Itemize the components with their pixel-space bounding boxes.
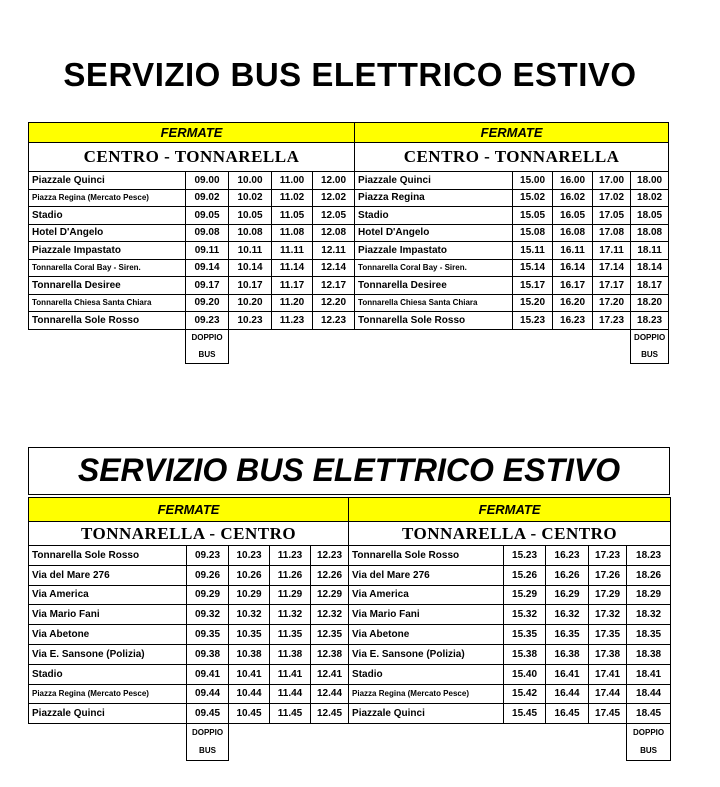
departure-time: 15.38 bbox=[504, 644, 546, 664]
stop-name: Piazza Regina (Mercato Pesce) bbox=[349, 684, 504, 704]
departure-time: 09.05 bbox=[186, 207, 229, 225]
departure-time: 17.08 bbox=[593, 224, 631, 242]
stop-name: Tonnarella Coral Bay - Siren. bbox=[355, 259, 513, 277]
table-row bbox=[29, 546, 671, 566]
stop-name: Piazzale Quinci bbox=[29, 704, 187, 724]
departure-time: 10.38 bbox=[229, 644, 270, 664]
departure-time: 09.23 bbox=[187, 546, 229, 566]
departure-time: 15.45 bbox=[504, 704, 546, 724]
departure-time: 17.00 bbox=[593, 172, 631, 190]
departure-time: 17.38 bbox=[589, 644, 627, 664]
departure-time: 10.23 bbox=[229, 546, 270, 566]
departure-time: 18.08 bbox=[631, 224, 669, 242]
departure-time: 15.11 bbox=[513, 242, 553, 260]
stop-name: Piazza Regina bbox=[355, 189, 513, 207]
doppio-bus-right-line2: BUS bbox=[631, 346, 669, 363]
departure-time: 12.08 bbox=[313, 224, 355, 242]
departure-time: 10.17 bbox=[229, 277, 272, 295]
departure-time: 15.29 bbox=[504, 585, 546, 605]
departure-time: 10.45 bbox=[229, 704, 270, 724]
departure-time: 17.23 bbox=[593, 312, 631, 330]
departure-time: 16.41 bbox=[546, 664, 589, 684]
doppio-bus-right-line1: DOPPIO bbox=[631, 329, 669, 346]
departure-time: 17.26 bbox=[589, 565, 627, 585]
departure-time: 16.00 bbox=[553, 172, 593, 190]
departure-time: 11.02 bbox=[272, 189, 313, 207]
departure-time: 17.17 bbox=[593, 277, 631, 295]
departure-time: 11.26 bbox=[270, 565, 311, 585]
departure-time: 18.11 bbox=[631, 242, 669, 260]
stop-name: Tonnarella Desiree bbox=[355, 277, 513, 295]
departure-time: 09.23 bbox=[186, 312, 229, 330]
timetable-centro-tonnarella bbox=[28, 122, 669, 364]
departure-time: 18.35 bbox=[627, 625, 671, 645]
direction-label-right: CENTRO - TONNARELLA bbox=[355, 143, 669, 172]
table-row bbox=[29, 605, 671, 625]
departure-time: 09.02 bbox=[186, 189, 229, 207]
departure-time: 10.26 bbox=[229, 565, 270, 585]
departure-time: 16.02 bbox=[553, 189, 593, 207]
departure-time: 17.20 bbox=[593, 294, 631, 312]
departure-time: 10.02 bbox=[229, 189, 272, 207]
departure-time: 12.35 bbox=[311, 625, 349, 645]
doppio-bus-left-line2: BUS bbox=[186, 346, 229, 363]
departure-time: 10.35 bbox=[229, 625, 270, 645]
departure-time: 18.45 bbox=[627, 704, 671, 724]
doppio-bus-left-line1: DOPPIO bbox=[186, 329, 229, 346]
stop-name: Via Mario Fani bbox=[349, 605, 504, 625]
stop-name: Tonnarella Chiesa Santa Chiara bbox=[355, 294, 513, 312]
direction-label-left: TONNARELLA - CENTRO bbox=[29, 522, 349, 546]
departure-time: 12.32 bbox=[311, 605, 349, 625]
departure-time: 18.23 bbox=[627, 546, 671, 566]
departure-time: 15.40 bbox=[504, 664, 546, 684]
departure-time: 17.02 bbox=[593, 189, 631, 207]
departure-time: 10.00 bbox=[229, 172, 272, 190]
departure-time: 15.32 bbox=[504, 605, 546, 625]
stop-name: Via Mario Fani bbox=[29, 605, 187, 625]
table-row bbox=[29, 644, 671, 664]
departure-time: 09.08 bbox=[186, 224, 229, 242]
departure-time: 12.45 bbox=[311, 704, 349, 724]
departure-time: 17.44 bbox=[589, 684, 627, 704]
departure-time: 15.00 bbox=[513, 172, 553, 190]
departure-time: 15.08 bbox=[513, 224, 553, 242]
header-fermate-left: FERMATE bbox=[29, 123, 355, 143]
departure-time: 10.41 bbox=[229, 664, 270, 684]
departure-time: 11.45 bbox=[270, 704, 311, 724]
departure-time: 12.05 bbox=[313, 207, 355, 225]
departure-time: 12.41 bbox=[311, 664, 349, 684]
departure-time: 16.08 bbox=[553, 224, 593, 242]
departure-time: 10.14 bbox=[229, 259, 272, 277]
departure-time: 17.23 bbox=[589, 546, 627, 566]
departure-time: 18.26 bbox=[627, 565, 671, 585]
departure-time: 12.11 bbox=[313, 242, 355, 260]
stop-name: Stadio bbox=[29, 207, 186, 225]
departure-time: 11.29 bbox=[270, 585, 311, 605]
stop-name: Tonnarella Desiree bbox=[29, 277, 186, 295]
departure-time: 17.11 bbox=[593, 242, 631, 260]
departure-time: 09.14 bbox=[186, 259, 229, 277]
departure-time: 15.26 bbox=[504, 565, 546, 585]
departure-time: 16.17 bbox=[553, 277, 593, 295]
departure-time: 09.17 bbox=[186, 277, 229, 295]
table-row bbox=[29, 189, 669, 207]
departure-time: 11.35 bbox=[270, 625, 311, 645]
departure-time: 10.08 bbox=[229, 224, 272, 242]
departure-time: 17.41 bbox=[589, 664, 627, 684]
departure-time: 16.23 bbox=[553, 312, 593, 330]
departure-time: 16.05 bbox=[553, 207, 593, 225]
stop-name: Hotel D'Angelo bbox=[355, 224, 513, 242]
doppio-bus-left-line2: BUS bbox=[187, 742, 229, 761]
table-row bbox=[29, 224, 669, 242]
departure-time: 15.23 bbox=[513, 312, 553, 330]
departure-time: 16.38 bbox=[546, 644, 589, 664]
table-row bbox=[29, 704, 671, 724]
stop-name: Hotel D'Angelo bbox=[29, 224, 186, 242]
stop-name: Via E. Sansone (Polizia) bbox=[349, 644, 504, 664]
stop-name: Piazzale Quinci bbox=[355, 172, 513, 190]
doppio-bus-right-line1: DOPPIO bbox=[627, 724, 671, 742]
departure-time: 18.23 bbox=[631, 312, 669, 330]
departure-time: 18.38 bbox=[627, 644, 671, 664]
stop-name: Via del Mare 276 bbox=[29, 565, 187, 585]
departure-time: 12.29 bbox=[311, 585, 349, 605]
departure-time: 09.26 bbox=[187, 565, 229, 585]
departure-time: 18.32 bbox=[627, 605, 671, 625]
departure-time: 15.17 bbox=[513, 277, 553, 295]
departure-time: 11.05 bbox=[272, 207, 313, 225]
doppio-bus-left-line1: DOPPIO bbox=[187, 724, 229, 742]
departure-time: 09.20 bbox=[186, 294, 229, 312]
stop-name: Tonnarella Sole Rosso bbox=[29, 312, 186, 330]
stop-name: Via America bbox=[349, 585, 504, 605]
table-row bbox=[29, 625, 671, 645]
departure-time: 15.42 bbox=[504, 684, 546, 704]
departure-time: 16.20 bbox=[553, 294, 593, 312]
table-row bbox=[29, 207, 669, 225]
departure-time: 12.14 bbox=[313, 259, 355, 277]
stop-name: Via E. Sansone (Polizia) bbox=[29, 644, 187, 664]
departure-time: 09.45 bbox=[187, 704, 229, 724]
stop-name: Piazza Regina (Mercato Pesce) bbox=[29, 189, 186, 207]
departure-time: 12.02 bbox=[313, 189, 355, 207]
departure-time: 17.14 bbox=[593, 259, 631, 277]
page-title-bottom: SERVIZIO BUS ELETTRICO ESTIVO bbox=[77, 452, 621, 488]
departure-time: 09.41 bbox=[187, 664, 229, 684]
departure-time: 11.44 bbox=[270, 684, 311, 704]
departure-time: 11.23 bbox=[272, 312, 313, 330]
departure-time: 12.23 bbox=[313, 312, 355, 330]
table-row bbox=[29, 565, 671, 585]
departure-time: 18.14 bbox=[631, 259, 669, 277]
departure-time: 18.02 bbox=[631, 189, 669, 207]
table-row bbox=[29, 172, 669, 190]
timetable-tonnarella-centro bbox=[28, 497, 671, 761]
departure-time: 16.44 bbox=[546, 684, 589, 704]
stop-name: Via Abetone bbox=[349, 625, 504, 645]
direction-label-left: CENTRO - TONNARELLA bbox=[29, 143, 355, 172]
departure-time: 11.17 bbox=[272, 277, 313, 295]
departure-time: 18.44 bbox=[627, 684, 671, 704]
stop-name: Tonnarella Coral Bay - Siren. bbox=[29, 259, 186, 277]
header-fermate-right: FERMATE bbox=[355, 123, 669, 143]
departure-time: 18.00 bbox=[631, 172, 669, 190]
table-row bbox=[29, 664, 671, 684]
table-row bbox=[29, 312, 669, 330]
departure-time: 11.00 bbox=[272, 172, 313, 190]
departure-time: 16.35 bbox=[546, 625, 589, 645]
departure-time: 15.35 bbox=[504, 625, 546, 645]
departure-time: 16.29 bbox=[546, 585, 589, 605]
departure-time: 09.00 bbox=[186, 172, 229, 190]
stop-name: Piazzale Quinci bbox=[349, 704, 504, 724]
table-row bbox=[29, 294, 669, 312]
departure-time: 09.44 bbox=[187, 684, 229, 704]
departure-time: 18.20 bbox=[631, 294, 669, 312]
departure-time: 09.29 bbox=[187, 585, 229, 605]
departure-time: 10.05 bbox=[229, 207, 272, 225]
stop-name: Via del Mare 276 bbox=[349, 565, 504, 585]
departure-time: 18.17 bbox=[631, 277, 669, 295]
departure-time: 10.44 bbox=[229, 684, 270, 704]
stop-name: Piazzale Impastato bbox=[29, 242, 186, 260]
table-row bbox=[29, 259, 669, 277]
departure-time: 18.41 bbox=[627, 664, 671, 684]
departure-time: 15.05 bbox=[513, 207, 553, 225]
departure-time: 17.29 bbox=[589, 585, 627, 605]
departure-time: 12.17 bbox=[313, 277, 355, 295]
departure-time: 11.08 bbox=[272, 224, 313, 242]
header-fermate-left: FERMATE bbox=[29, 498, 349, 522]
departure-time: 10.32 bbox=[229, 605, 270, 625]
departure-time: 11.38 bbox=[270, 644, 311, 664]
direction-label-right: TONNARELLA - CENTRO bbox=[349, 522, 671, 546]
stop-name: Stadio bbox=[349, 664, 504, 684]
stop-name: Tonnarella Sole Rosso bbox=[349, 546, 504, 566]
departure-time: 10.20 bbox=[229, 294, 272, 312]
departure-time: 15.23 bbox=[504, 546, 546, 566]
stop-name: Tonnarella Chiesa Santa Chiara bbox=[29, 294, 186, 312]
departure-time: 17.32 bbox=[589, 605, 627, 625]
table-row bbox=[29, 585, 671, 605]
departure-time: 11.11 bbox=[272, 242, 313, 260]
header-fermate-right: FERMATE bbox=[349, 498, 671, 522]
departure-time: 17.35 bbox=[589, 625, 627, 645]
departure-time: 09.38 bbox=[187, 644, 229, 664]
departure-time: 12.44 bbox=[311, 684, 349, 704]
departure-time: 11.32 bbox=[270, 605, 311, 625]
stop-name: Stadio bbox=[355, 207, 513, 225]
departure-time: 16.26 bbox=[546, 565, 589, 585]
departure-time: 10.29 bbox=[229, 585, 270, 605]
departure-time: 12.38 bbox=[311, 644, 349, 664]
departure-time: 18.29 bbox=[627, 585, 671, 605]
departure-time: 16.11 bbox=[553, 242, 593, 260]
departure-time: 09.35 bbox=[187, 625, 229, 645]
stop-name: Piazza Regina (Mercato Pesce) bbox=[29, 684, 187, 704]
stop-name: Via Abetone bbox=[29, 625, 187, 645]
departure-time: 12.26 bbox=[311, 565, 349, 585]
departure-time: 09.11 bbox=[186, 242, 229, 260]
table-row bbox=[29, 242, 669, 260]
departure-time: 10.11 bbox=[229, 242, 272, 260]
departure-time: 16.32 bbox=[546, 605, 589, 625]
table-row bbox=[29, 277, 669, 295]
departure-time: 17.05 bbox=[593, 207, 631, 225]
page-title-top: SERVIZIO BUS ELETTRICO ESTIVO bbox=[63, 56, 637, 93]
departure-time: 17.45 bbox=[589, 704, 627, 724]
departure-time: 12.00 bbox=[313, 172, 355, 190]
stop-name: Stadio bbox=[29, 664, 187, 684]
departure-time: 15.20 bbox=[513, 294, 553, 312]
departure-time: 11.23 bbox=[270, 546, 311, 566]
departure-time: 16.45 bbox=[546, 704, 589, 724]
departure-time: 16.23 bbox=[546, 546, 589, 566]
departure-time: 11.41 bbox=[270, 664, 311, 684]
stop-name: Tonnarella Sole Rosso bbox=[355, 312, 513, 330]
stop-name: Tonnarella Sole Rosso bbox=[29, 546, 187, 566]
departure-time: 10.23 bbox=[229, 312, 272, 330]
departure-time: 11.14 bbox=[272, 259, 313, 277]
departure-time: 11.20 bbox=[272, 294, 313, 312]
table-row bbox=[29, 684, 671, 704]
doppio-bus-right-line2: BUS bbox=[627, 742, 671, 761]
stop-name: Piazzale Quinci bbox=[29, 172, 186, 190]
departure-time: 15.14 bbox=[513, 259, 553, 277]
departure-time: 12.23 bbox=[311, 546, 349, 566]
departure-time: 12.20 bbox=[313, 294, 355, 312]
departure-time: 15.02 bbox=[513, 189, 553, 207]
stop-name: Piazzale Impastato bbox=[355, 242, 513, 260]
stop-name: Via America bbox=[29, 585, 187, 605]
departure-time: 09.32 bbox=[187, 605, 229, 625]
departure-time: 18.05 bbox=[631, 207, 669, 225]
departure-time: 16.14 bbox=[553, 259, 593, 277]
